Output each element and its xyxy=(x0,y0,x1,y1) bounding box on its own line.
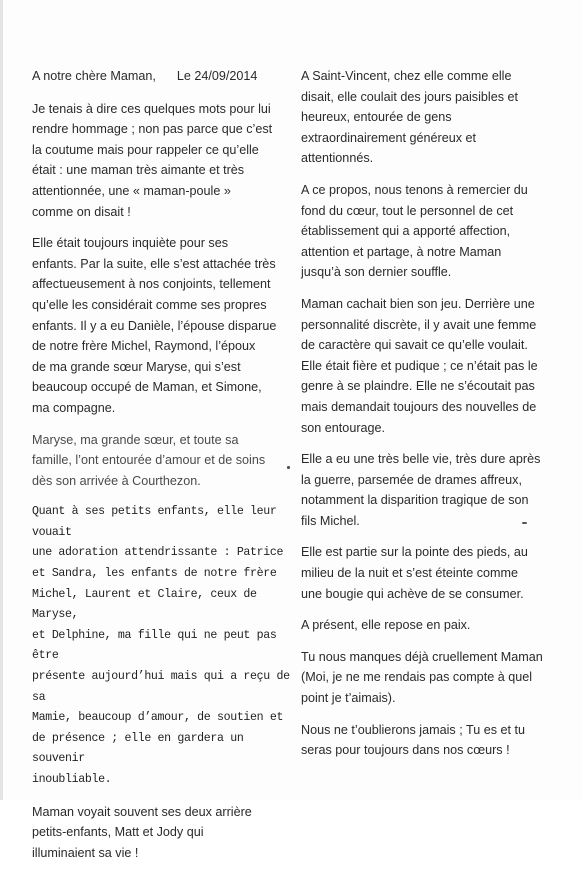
left-column xyxy=(32,66,294,874)
paragraph-conclusion: Nous ne t’oublierons jamais ; Tu es et tu seras pour toujours dans nos cœurs ! xyxy=(301,722,526,758)
scan-speck xyxy=(522,522,527,524)
paragraph-petits-enfants: Quant à ses petits enfants, elle leur vouait une adoration attendrissante : Patrice et Sandra, les enfants de notre frère Michel, Laurent et Claire, ceux de Maryse, et Delphine, ma fille qui ne peut pas être présente aujourd’hui mais qui a reçu de sa Mamie, beaucoup d’amour, de soutien et de présence ; elle en gardera un souvenir inoubliable. xyxy=(32,505,290,786)
paragraph-depart: Elle est partie sur la pointe des pieds, au milieu de la nuit et s’est éteinte comme une bougie qui achève de se consumer. xyxy=(301,545,528,601)
paragraph-arriere-petits-enfants: Maman voyait souvent ses deux arrière petits-enfants, Matt et Jody qui illuminaient sa vie ! xyxy=(32,804,252,860)
paragraph-saint-vincent: A Saint-Vincent, chez elle comme elle disait, elle coulait des jours paisibles et heureux, entourée de gens extraordinairement généreux et attentionnés. xyxy=(301,69,519,166)
paragraph-conjoints: Elle était toujours inquiète pour ses enfants. Par la suite, elle s’est attachée très affectueusement à nos conjoints, tellement qu’elle les considérait comme ses propres enfants. Il y a eu Danièle, l’épouse disparue de notre frère Michel, Raymond, l’époux de ma grande sœur Maryse, qui s’est beaucoup occupé de Maman, et Simone, ma compagne. xyxy=(32,236,277,415)
paragraph-maryse: Maryse, ma grande sœur, et toute sa famille, l’ont entourée d’amour et de soins dès son arrivée à Courthezon. xyxy=(32,432,266,488)
paragraph-repose: A présent, elle repose en paix. xyxy=(301,618,471,633)
paragraph-caractere: Maman cachait bien son jeu. Derrière une personnalité discrète, il y avait une femme de caractère qui savait ce qu’elle voulait. Elle était fière et pudique ; ce n’était pas le genre à se plaindre. Elle ne s’écoutait pas mais demandait toujours des nouvelles de son entourage. xyxy=(301,296,538,435)
scan-speck xyxy=(287,466,290,469)
paragraph-manque: Tu nous manques déjà cruellement Maman (Moi, je ne me rendais pas compte à quel point je t’aimais). xyxy=(301,649,543,706)
paragraph-belle-vie: Elle a eu une très belle vie, très dure après la guerre, parsemée de drames affreux, notamment la disparition tragique de son fils Michel. xyxy=(301,452,541,528)
right-column xyxy=(301,66,559,772)
scan-edge xyxy=(0,0,3,800)
letter-heading: A notre chère Maman, Le 24/09/2014 xyxy=(32,69,258,83)
paragraph-hommage: Je tenais à dire ces quelques mots pour lui rendre hommage ; non pas parce que c’est la coutume mais pour rappeler ce qu’elle était : une maman très aimante et très attentionnée, une « maman-poule » comme on disait ! xyxy=(32,101,273,219)
paragraph-remerciements: A ce propos, nous tenons à remercier du fond du cœur, tout le personnel de cet établissement qui a apporté affection, attention et partage, à notre Maman jusqu’à son dernier souffle. xyxy=(301,182,528,280)
